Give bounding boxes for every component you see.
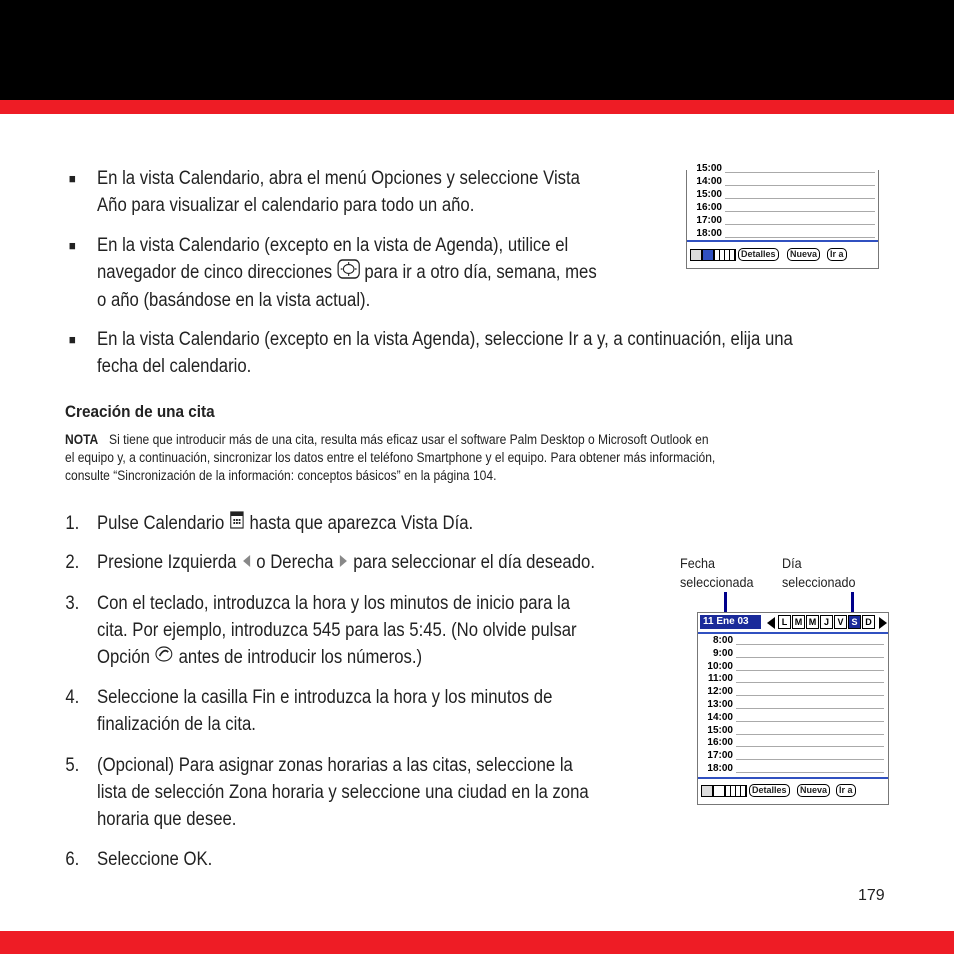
step-6 <box>65 846 213 873</box>
goto-button[interactable]: Ir a <box>836 784 856 797</box>
step-3-line-1: Con el teclado, introduzca la hora y los minutos de inicio para la <box>97 593 571 614</box>
month-view-icon[interactable] <box>725 785 747 797</box>
step-4-line-2: finalización de la cita. <box>97 714 256 735</box>
bullet-1-line-2: Año para visualizar el calendario para todo un año. <box>97 195 475 216</box>
day-selector-1[interactable]: M <box>792 615 805 629</box>
header-red-band <box>0 100 954 114</box>
month-view-icon[interactable] <box>714 249 736 261</box>
step-4-line-1: Seleccione la casilla Fin e introduzca la hora y los minutos de <box>97 687 553 708</box>
time-label: 13:00 <box>707 699 733 710</box>
step-number: 5. <box>65 755 80 776</box>
bullet-1-line-1: En la vista Calendario, abra el menú Opciones y seleccione Vista <box>97 168 580 189</box>
step-2-text-c: para seleccionar el día deseado. <box>353 552 595 573</box>
bullet-square-icon: ■ <box>68 171 76 186</box>
header-black-band <box>0 0 954 100</box>
time-label: 14:00 <box>707 711 733 723</box>
footer-divider <box>698 777 888 779</box>
day-selector-0[interactable]: L <box>778 615 791 629</box>
callout-line-date <box>724 592 727 614</box>
day-view-icon[interactable] <box>690 249 702 261</box>
bullet-item-3 <box>68 326 793 380</box>
step-3 <box>65 590 577 672</box>
day-selector-5[interactable]: S <box>848 615 861 629</box>
option-key-icon <box>155 644 174 672</box>
bullet-2-line-2a: navegador de cinco direcciones <box>97 262 333 284</box>
time-label: 11:00 <box>707 673 733 685</box>
day-selector-3[interactable]: J <box>820 615 833 629</box>
time-label: 15:00 <box>707 724 733 736</box>
left-arrow-icon <box>241 549 252 576</box>
five-way-navigator-icon <box>337 259 360 287</box>
bullet-square-icon: ■ <box>68 332 76 347</box>
bullet-item-2 <box>68 232 597 314</box>
goto-button[interactable]: Ir a <box>827 248 847 261</box>
callout-line-day <box>851 592 854 614</box>
week-view-icon[interactable] <box>713 785 725 797</box>
step-number: 1. <box>65 513 80 534</box>
step-3-line-3a: Opción <box>97 647 150 669</box>
step-number: 2. <box>65 552 80 573</box>
calendar-app-icon <box>229 510 245 538</box>
time-label: 10:00 <box>707 660 733 672</box>
step-5 <box>65 752 589 833</box>
details-button[interactable]: Detalles <box>738 248 779 261</box>
bullet-2-line-2b: para ir a otro día, semana, mes <box>364 262 597 284</box>
note-label: NOTA <box>65 432 99 447</box>
bullet-3-line-2: fecha del calendario. <box>97 356 252 377</box>
day-view-icon[interactable] <box>701 785 713 797</box>
week-day-selector <box>778 615 876 629</box>
note-line-1: Si tiene que introducir más de una cita, resulta más eficaz usar el software Palm Desktop o Microsoft Outlook en <box>109 432 709 447</box>
bullet-item-1 <box>68 165 580 219</box>
step-5-line-1: (Opcional) Para asignar zonas horarias a las citas, seleccione la <box>97 755 573 776</box>
step-number: 4. <box>65 687 80 708</box>
day-selector-4[interactable]: V <box>834 615 847 629</box>
callout-selected-day: Día seleccionado <box>782 555 856 590</box>
new-button[interactable]: Nueva <box>787 248 820 261</box>
time-label: 8:00 <box>712 635 733 646</box>
step-3-line-2: cita. Por ejemplo, introduzca 545 para las 5:45. (No olvide pulsar <box>97 620 577 641</box>
footer-red-band <box>0 931 954 954</box>
day-selector-6[interactable]: D <box>862 615 875 629</box>
step-2 <box>65 549 595 576</box>
step-4 <box>65 684 553 738</box>
time-label: 18:00 <box>707 763 733 774</box>
details-button[interactable]: Detalles <box>749 784 790 797</box>
step-2-text-b: o Derecha <box>256 552 334 573</box>
bullet-2-line-1: En la vista Calendario (excepto en la vista de Agenda), utilice el <box>97 235 569 256</box>
bullet-2-line-2 <box>97 259 597 287</box>
step-6-line-1: Seleccione OK. <box>97 849 213 870</box>
step-number: 3. <box>65 593 80 614</box>
bullet-3-line-1: En la vista Calendario (excepto en la vista Agenda), seleccione Ir a y, a continuación, elija una <box>97 329 793 350</box>
header-divider <box>698 632 888 634</box>
palm-screen-week-thumbnail: 15:00 14:00 15:00 16:00 17:00 18:00 Detalles Nueva Ir a <box>686 170 879 269</box>
note-line-2: el equipo y, a continuación, sincronizar los datos entre el teléfono Smartphone y el equipo. Para obtener más información, <box>65 450 716 465</box>
time-label: 12:00 <box>707 686 733 698</box>
step-2-text-a: Presione Izquierda <box>97 552 237 573</box>
week-view-icon[interactable] <box>702 249 714 261</box>
step-1-text-b: hasta que aparezca Vista Día. <box>249 513 474 535</box>
new-button[interactable]: Nueva <box>797 784 830 797</box>
palm-screen-day-view <box>697 612 889 805</box>
day-selector-2[interactable]: M <box>806 615 819 629</box>
step-5-line-3: horaria que desee. <box>97 809 237 830</box>
time-label: 17:00 <box>707 750 733 762</box>
divider <box>687 240 878 242</box>
time-label: 9:00 <box>712 647 733 659</box>
step-5-line-2: lista de selección Zona horaria y seleccione una ciudad en la zona <box>97 782 589 803</box>
step-1-text-a: Pulse Calendario <box>97 513 225 535</box>
callout-selected-date: Fecha seleccionada <box>680 555 754 590</box>
page-number: 179 <box>858 887 885 904</box>
step-3-line-3b: antes de introducir los números.) <box>178 647 423 669</box>
note-block <box>65 431 875 485</box>
selected-date-label[interactable]: 11 Ene 03 <box>700 615 761 629</box>
step-number: 6. <box>65 849 80 870</box>
bullet-2-line-3: o año (basándose en la vista actual). <box>97 290 371 311</box>
bullet-square-icon: ■ <box>68 238 76 253</box>
step-1 <box>65 510 474 538</box>
section-title: Creación de una cita <box>65 402 215 421</box>
right-arrow-icon <box>338 549 349 576</box>
time-label: 16:00 <box>707 737 733 749</box>
note-line-3: consulte “Sincronización de la información: conceptos básicos” en la página 104. <box>65 468 497 483</box>
